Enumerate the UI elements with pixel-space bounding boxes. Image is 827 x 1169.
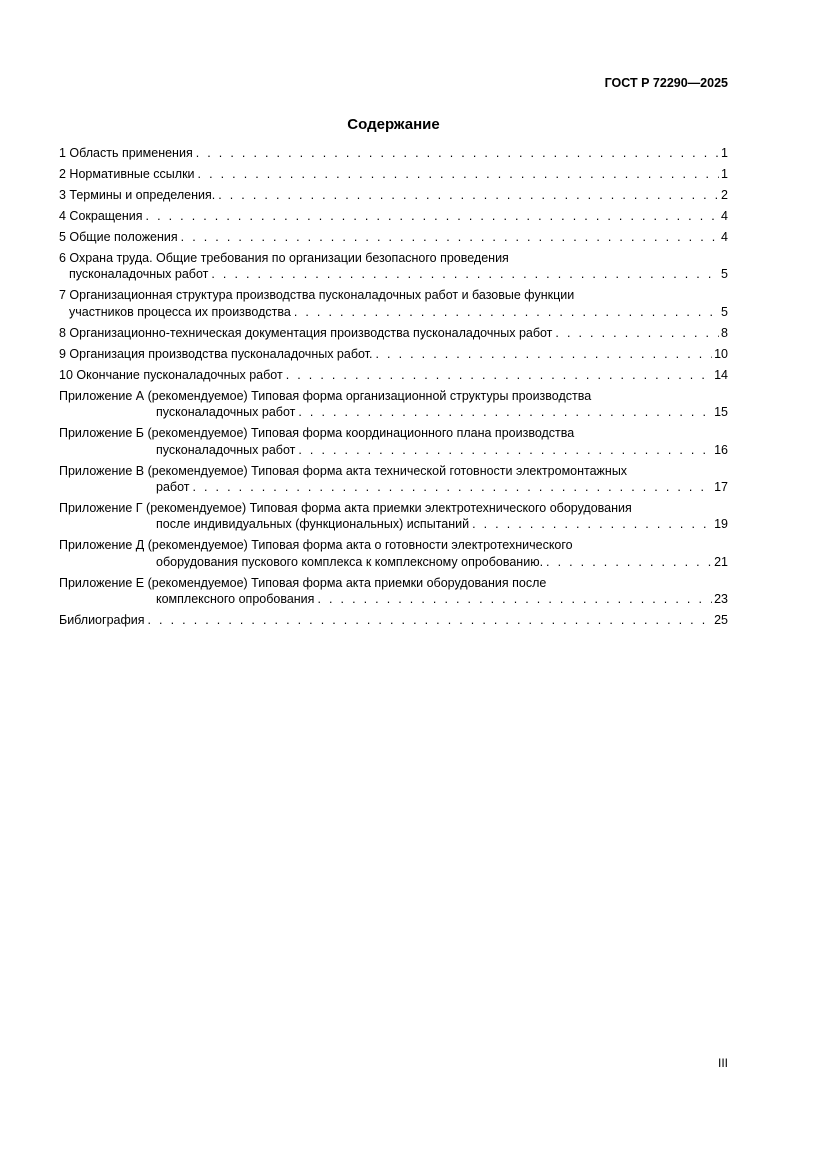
dot-leader bbox=[192, 479, 712, 495]
toc-entry-title-continuation: комплексного опробования bbox=[156, 592, 315, 607]
page-number: III bbox=[717, 1056, 728, 1070]
dot-leader bbox=[298, 442, 712, 458]
table-of-contents bbox=[59, 145, 728, 633]
toc-entry-title: 10 Окончание пусконаладочных работ bbox=[59, 367, 283, 382]
dot-leader bbox=[146, 208, 720, 224]
toc-entry-title: 6 Охрана труда. Общие требования по организации безопасного проведения bbox=[59, 251, 509, 265]
dot-leader bbox=[181, 229, 719, 245]
dot-leader bbox=[294, 304, 719, 320]
toc-entry-page: 5 bbox=[721, 304, 728, 319]
dot-leader bbox=[317, 591, 712, 607]
toc-entry-title-continuation: пусконаладочных работ bbox=[156, 405, 296, 420]
toc-entry[interactable] bbox=[59, 250, 728, 283]
toc-entry-title: 1 Область применения bbox=[59, 146, 193, 160]
dot-leader bbox=[211, 266, 719, 282]
toc-entry-title: Приложение А (рекомендуемое) Типовая форма организационной структуры производства bbox=[59, 388, 592, 403]
toc-entry-page: 4 bbox=[721, 209, 728, 223]
toc-entry[interactable] bbox=[59, 187, 728, 203]
dot-leader bbox=[198, 166, 720, 182]
toc-entry-title: 5 Общие положения bbox=[59, 230, 178, 244]
toc-entry-page: 16 bbox=[714, 442, 728, 457]
toc-entry-title: Приложение Е (рекомендуемое) Типовая форма акта приемки оборудования после bbox=[59, 575, 547, 590]
toc-entry-page: 10 bbox=[714, 346, 728, 361]
toc-entry[interactable] bbox=[59, 166, 728, 182]
toc-entry[interactable] bbox=[59, 208, 728, 224]
toc-entry-title: Приложение Д (рекомендуемое) Типовая форма акта о готовности электротехнического bbox=[59, 538, 573, 553]
dot-leader bbox=[472, 516, 712, 532]
toc-entry[interactable] bbox=[59, 325, 728, 341]
dot-leader bbox=[555, 325, 719, 341]
toc-entry-appendix[interactable] bbox=[59, 463, 728, 496]
toc-entry-title: Библиография bbox=[59, 613, 145, 628]
toc-entry-page: 8 bbox=[721, 325, 728, 340]
dot-leader bbox=[375, 346, 712, 362]
toc-entry-page: 4 bbox=[721, 230, 728, 244]
toc-entry[interactable] bbox=[59, 612, 728, 628]
toc-entry-page: 21 bbox=[714, 554, 728, 569]
document-code: ГОСТ Р 72290—2025 bbox=[604, 76, 728, 90]
toc-entry-appendix[interactable] bbox=[59, 388, 728, 421]
toc-entry-title: Приложение В (рекомендуемое) Типовая форма акта технической готовности электромонтажных bbox=[59, 463, 628, 478]
toc-entry-page: 23 bbox=[714, 592, 728, 607]
toc-entry-page: 1 bbox=[721, 167, 728, 181]
toc-entry-page: 14 bbox=[714, 367, 728, 382]
dot-leader bbox=[218, 187, 719, 203]
toc-entry-title: 2 Нормативные ссылки bbox=[59, 167, 195, 181]
toc-entry-page: 2 bbox=[721, 188, 728, 202]
toc-entry-appendix[interactable] bbox=[59, 575, 728, 608]
toc-entry-title: 7 Организационная структура производства пусконаладочных работ и базовые функции bbox=[59, 288, 575, 303]
toc-entry-page: 25 bbox=[714, 613, 728, 628]
toc-entry-title: 4 Сокращения bbox=[59, 209, 143, 223]
toc-entry[interactable] bbox=[59, 346, 728, 362]
toc-entry-page: 17 bbox=[714, 480, 728, 495]
toc-entry-page: 15 bbox=[714, 405, 728, 420]
toc-title: Содержание bbox=[347, 116, 440, 133]
dot-leader bbox=[286, 367, 712, 383]
dot-leader bbox=[546, 554, 712, 570]
toc-entry[interactable] bbox=[59, 367, 728, 383]
toc-entry[interactable] bbox=[59, 145, 728, 161]
toc-entry-title-continuation: работ bbox=[156, 480, 190, 495]
dot-leader bbox=[148, 612, 713, 628]
toc-entry-title-continuation: после индивидуальных (функциональных) испытаний bbox=[156, 517, 470, 532]
toc-entry-title-continuation: оборудования пускового комплекса к комплексному опробованию. bbox=[156, 554, 544, 569]
toc-entry-title: 3 Термины и определения. bbox=[59, 188, 216, 202]
dot-leader bbox=[196, 145, 719, 161]
toc-entry-title-continuation: участников процесса их производства bbox=[69, 304, 291, 319]
toc-entry-title: 8 Организационно-техническая документация производства пусконаладочных работ bbox=[59, 325, 553, 340]
toc-entry-appendix[interactable] bbox=[59, 425, 728, 458]
dot-leader bbox=[298, 404, 712, 420]
toc-entry-title: 9 Организация производства пусконаладочных работ. bbox=[59, 346, 373, 361]
toc-entry-appendix[interactable] bbox=[59, 500, 728, 533]
toc-entry-title-continuation: пусконаладочных работ bbox=[156, 442, 296, 457]
toc-entry[interactable] bbox=[59, 287, 728, 320]
toc-entry-page: 19 bbox=[714, 517, 728, 532]
toc-entry-page: 1 bbox=[721, 146, 728, 160]
toc-entry-title: Приложение Г (рекомендуемое) Типовая форма акта приемки электротехнического оборудования bbox=[59, 501, 632, 516]
toc-entry-title: Приложение Б (рекомендуемое) Типовая форма координационного плана производства bbox=[59, 426, 575, 441]
toc-entry-page: 5 bbox=[721, 267, 728, 282]
toc-entry-appendix[interactable] bbox=[59, 537, 728, 570]
toc-entry-title-continuation: пусконаладочных работ bbox=[69, 267, 209, 282]
toc-entry[interactable] bbox=[59, 229, 728, 245]
